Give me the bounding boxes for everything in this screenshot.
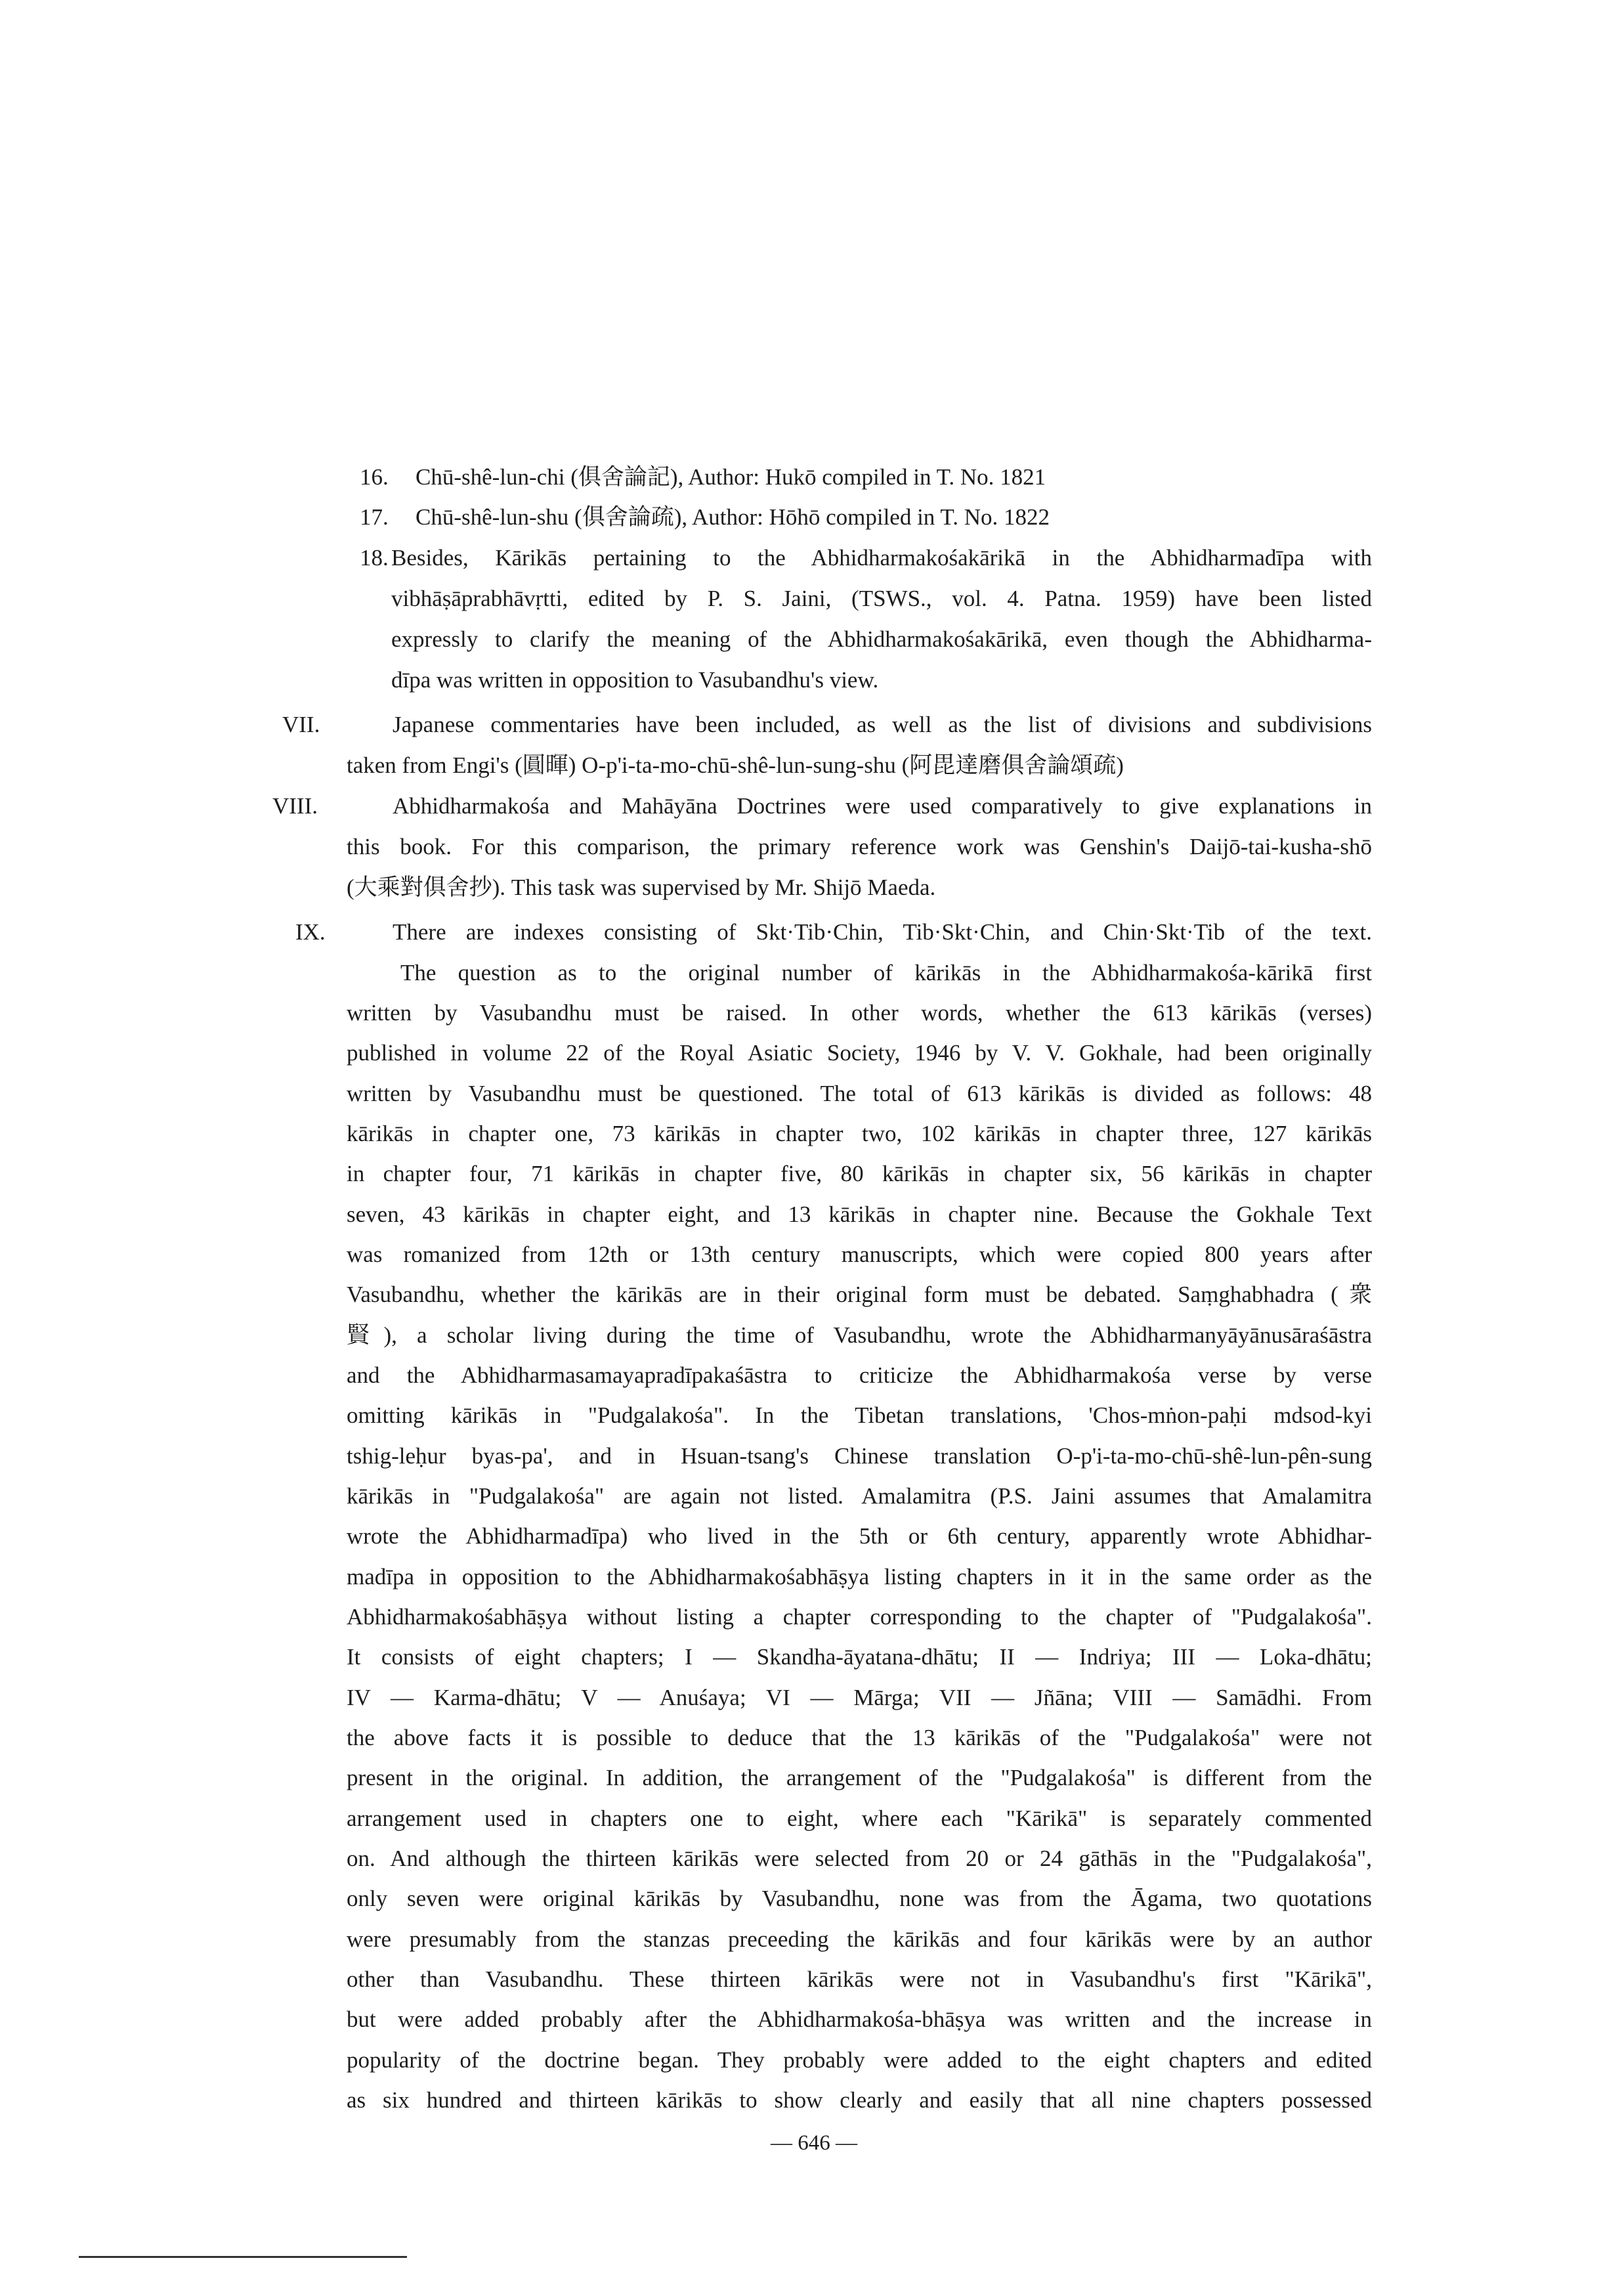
list-item-line: dīpa was written in opposition to Vasubandhu's view. xyxy=(391,667,879,693)
paragraph-line: other than Vasubandhu. These thirteen kārikās were not in Vasubandhu's first "Kārikā", xyxy=(347,1966,1372,1992)
paragraph-line: Vasubandhu, whether the kārikās are in their original form must be debated. Saṃghabhadra (衆 xyxy=(347,1282,1372,1307)
section-line: (大乘對俱舍抄). This task was supervised by Mr. Shijō Maeda. xyxy=(347,875,936,900)
paragraph-line: was romanized from 12th or 13th century manuscripts, which were copied 800 years after xyxy=(347,1242,1372,1267)
list-number: 18. xyxy=(360,545,389,571)
section-line: Japanese commentaries have been included, as well as the list of divisions and subdivisions xyxy=(393,712,1372,737)
paragraph-line: seven, 43 kārikās in chapter eight, and 13 kārikās in chapter nine. Because the Gokhale Text xyxy=(347,1202,1372,1227)
section-line: There are indexes consisting of Skt·Tib·Chin, Tib·Skt·Chin, and Chin·Skt·Tib of the text. xyxy=(393,919,1372,945)
section-line: Abhidharmakośa and Mahāyāna Doctrines were used comparatively to give explanations in xyxy=(393,793,1372,819)
section-number: IX. xyxy=(295,919,326,945)
section-number: VIII. xyxy=(272,793,318,819)
paragraph-line: written by Vasubandhu must be questioned. The total of 613 kārikās is divided as follows: 48 xyxy=(347,1081,1372,1106)
footer-rule xyxy=(79,2256,407,2258)
list-item-line: vibhāṣāprabhāvṛtti, edited by P. S. Jaini, (TSWS., vol. 4. Patna. 1959) have been listed xyxy=(391,586,1372,611)
list-item-line: Besides, Kārikās pertaining to the Abhidharmakośakārikā in the Abhidharmadīpa with xyxy=(391,545,1372,571)
paragraph-line: kārikās in chapter one, 73 kārikās in chapter two, 102 kārikās in chapter three, 127 kārikās xyxy=(347,1121,1372,1146)
paragraph-line: only seven were original kārikās by Vasubandhu, none was from the Āgama, two quotations xyxy=(347,1886,1372,1911)
paragraph-line: tshig-leḥur byas-pa', and in Hsuan-tsang's Chinese translation O-p'i-ta-mo-chū-shê-lun-pên-sung xyxy=(347,1443,1372,1469)
page-number: — 646 — xyxy=(771,2131,857,2155)
section-line: taken from Engi's (圓暉) O-p'i-ta-mo-chū-shê-lun-sung-shu (阿毘達磨俱舍論頌疏) xyxy=(347,752,1124,778)
paragraph-line: were presumably from the stanzas preceeding the kārikās and four kārikās were by an author xyxy=(347,1926,1372,1952)
list-item-line: Chū-shê-lun-shu (俱舍論疏), Author: Hōhō compiled in T. No. 1822 xyxy=(416,504,1050,530)
paragraph-line: written by Vasubandhu must be raised. In other words, whether the 613 kārikās (verses) xyxy=(347,1000,1372,1026)
section-number: VII. xyxy=(282,712,320,737)
paragraph-line: 賢), a scholar living during the time of Vasubandhu, wrote the Abhidharmanyāyānusāraśāstra xyxy=(347,1322,1372,1348)
paragraph-line: as six hundred and thirteen kārikās to show clearly and easily that all nine chapters possessed xyxy=(347,2087,1372,2113)
paragraph-line: in chapter four, 71 kārikās in chapter five, 80 kārikās in chapter six, 56 kārikās in chapter xyxy=(347,1161,1372,1186)
paragraph-line: wrote the Abhidharmadīpa) who lived in the 5th or 6th century, apparently wrote Abhidhar- xyxy=(347,1523,1372,1549)
paragraph-line: on. And although the thirteen kārikās were selected from 20 or 24 gāthās in the "Pudgalakośa", xyxy=(347,1846,1372,1871)
paragraph-line: IV — Karma-dhātu; V — Anuśaya; VI — Mārga; VII — Jñāna; VIII — Samādhi. From xyxy=(347,1685,1372,1710)
paragraph-line: and the Abhidharmasamayapradīpakaśāstra to criticize the Abhidharmakośa verse by verse xyxy=(347,1362,1372,1388)
paragraph-line: popularity of the doctrine began. They probably were added to the eight chapters and edited xyxy=(347,2047,1372,2073)
list-item-line: expressly to clarify the meaning of the Abhidharmakośakārikā, even though the Abhidharma- xyxy=(391,626,1372,652)
paragraph-line: kārikās in "Pudgalakośa" are again not listed. Amalamitra (P.S. Jaini assumes that Amalamitra xyxy=(347,1483,1372,1509)
paragraph-line: arrangement used in chapters one to eight, where each "Kārikā" is separately commented xyxy=(347,1806,1372,1831)
list-item-line: Chū-shê-lun-chi (俱舍論記), Author: Hukō compiled in T. No. 1821 xyxy=(416,464,1046,490)
list-number: 16. xyxy=(360,464,389,490)
paragraph-line: It consists of eight chapters; I — Skandha-āyatana-dhātu; II — Indriya; III — Loka-dhātu; xyxy=(347,1644,1372,1670)
paragraph-line: Abhidharmakośabhāṣya without listing a chapter corresponding to the chapter of "Pudgalakośa". xyxy=(347,1604,1372,1630)
paragraph-line: but were added probably after the Abhidharmakośa-bhāṣya was written and the increase in xyxy=(347,2006,1372,2032)
paragraph-line: omitting kārikās in "Pudgalakośa". In the Tibetan translations, 'Chos-mṅon-paḥi mdsod-kyi xyxy=(347,1402,1372,1428)
paragraph-line: present in the original. In addition, the arrangement of the "Pudgalakośa" is different from the xyxy=(347,1765,1372,1790)
paragraph-line: madīpa in opposition to the Abhidharmakośabhāṣya listing chapters in it in the same order as the xyxy=(347,1564,1372,1590)
paragraph-line: the above facts it is possible to deduce that the 13 kārikās of the "Pudgalakośa" were not xyxy=(347,1725,1372,1750)
paragraph-line: The question as to the original number of kārikās in the Abhidharmakośa-kārikā first xyxy=(400,960,1372,986)
paragraph-line: published in volume 22 of the Royal Asiatic Society, 1946 by V. V. Gokhale, had been originally xyxy=(347,1040,1372,1066)
list-number: 17. xyxy=(360,504,389,530)
section-line: this book. For this comparison, the primary reference work was Genshin's Daijō-tai-kusha-shō xyxy=(347,834,1372,859)
